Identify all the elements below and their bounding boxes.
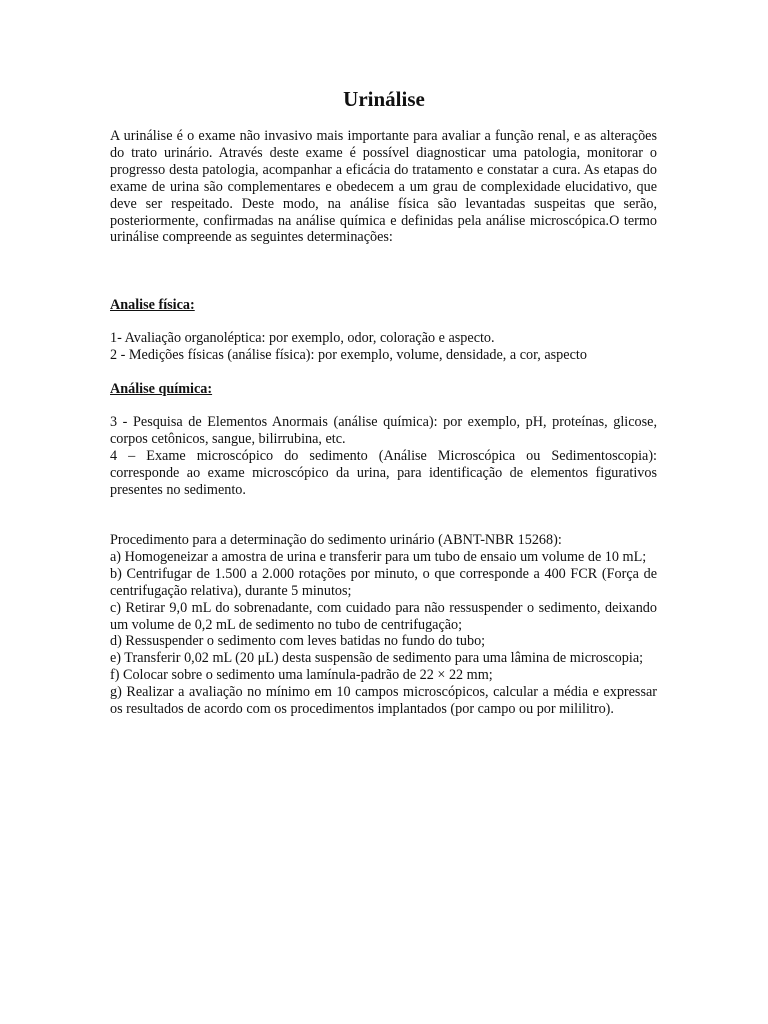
procedure-step: c) Retirar 9,0 mL do sobrenadante, com cuidado para não ressuspender o sedimento, deixando um volume de 0,2 mL de sedimento no tubo de centrifugação; <box>110 599 657 633</box>
procedure-section <box>110 532 657 718</box>
physical-analysis-list <box>110 330 657 364</box>
list-item: 4 – Exame microscópico do sedimento (Análise Microscópica ou Sedimentoscopia): corresponde ao exame microscópico da urina, para identificação de elementos figurativos presentes no sedimento. <box>110 447 657 498</box>
procedure-step: a) Homogeneizar a amostra de urina e transferir para um tubo de ensaio um volume de 10 mL; <box>110 548 647 565</box>
intro-paragraph: A urinálise é o exame não invasivo mais importante para avaliar a função renal, e as alterações do trato urinário. Através deste exame é possível diagnosticar uma patologia, monitorar o progresso desta patologia, acompanhar a eficácia do tratamento e constatar a cura. As etapas do exame de urina são complementares e obedecem a um grau de complexidade elucidativo, que deve ser respeitado. Deste modo, na análise física são levantadas suspeitas que serão, posteriormente, confirmadas na análise química e definidas pela análise microscópica.O termo urinálise compreende as seguintes determinações: <box>110 128 657 246</box>
page-title: Urinálise <box>343 87 425 111</box>
procedure-step: f) Colocar sobre o sedimento uma lamínula-padrão de 22 × 22 mm; <box>110 667 493 684</box>
procedure-step: g) Realizar a avaliação no mínimo em 10 campos microscópicos, calcular a média e expressar os resultados de acordo com os procedimentos implantados (por campo ou por mililitro). <box>110 684 657 718</box>
procedure-step: b) Centrifugar de 1.500 a 2.000 rotações por minuto, o que corresponde a 400 FCR (Força de centrifugação relativa), durante 5 minutos; <box>110 565 657 599</box>
physical-analysis-heading: Analise física: <box>110 297 195 313</box>
list-item: 1- Avaliação organoléptica: por exemplo, odor, coloração e aspecto. <box>110 330 495 346</box>
chemical-analysis-list <box>110 414 657 499</box>
procedure-step: e) Transferir 0,02 mL (20 μL) desta suspensão de sedimento para uma lâmina de microscopia; <box>110 650 644 667</box>
list-item: 2 - Medições físicas (análise física): por exemplo, volume, densidade, a cor, aspecto <box>110 346 587 363</box>
procedure-step: d) Ressuspender o sedimento com leves batidas no fundo do tubo; <box>110 633 486 650</box>
chemical-analysis-heading: Análise química: <box>110 381 213 397</box>
list-item: 3 - Pesquisa de Elementos Anormais (análise química): por exemplo, pH, proteínas, glicose, corpos cetônicos, sangue, bilirrubina, etc. <box>110 414 657 447</box>
procedure-intro: Procedimento para a determinação do sedimento urinário (ABNT-NBR 15268): <box>110 532 562 548</box>
